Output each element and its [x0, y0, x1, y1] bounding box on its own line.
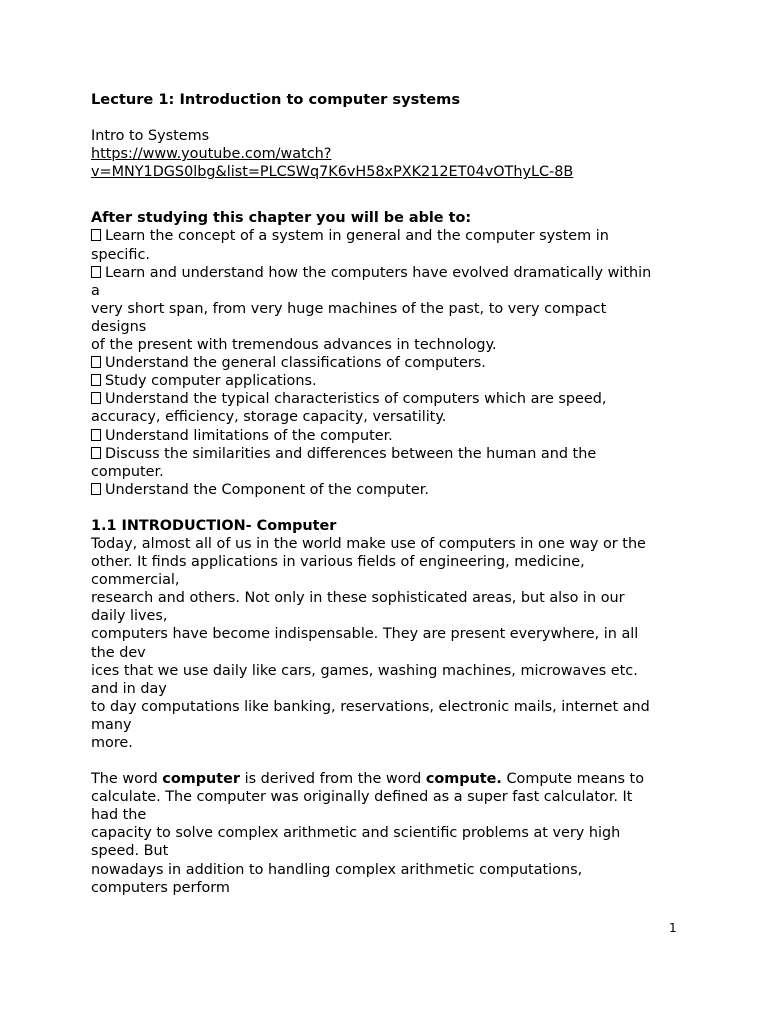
- spacer: [91, 181, 691, 209]
- intro-line: and in day: [91, 680, 167, 697]
- objective-text: Understand the Component of the computer.: [105, 481, 429, 498]
- objective-text: very short span, from very huge machines of the past, to very compact: [91, 300, 607, 317]
- link-line-2[interactable]: v=MNY1DGS0lbg&list=PLCSWq7K6vH58xPXK212ET04vOThyLC-8B: [91, 164, 574, 181]
- objective-item: [91, 390, 691, 426]
- intro-line: to day computations like banking, reservations, electronic mails, internet and: [91, 698, 650, 715]
- word-paragraph: [91, 770, 691, 897]
- bullet-icon: [91, 229, 101, 241]
- objective-text: Study computer applications.: [105, 373, 317, 390]
- objective-text: Learn and understand how the computers have evolved dramatically within: [105, 264, 652, 281]
- word-line: had the: [91, 807, 147, 824]
- word-line: The word computer is derived from the word compute. Compute means to: [91, 771, 645, 788]
- objective-text: computer.: [91, 463, 164, 480]
- section-heading: 1.1 INTRODUCTION- Computer: [91, 517, 337, 534]
- objective-item: [91, 227, 691, 263]
- objective-text: Understand limitations of the computer.: [105, 427, 393, 444]
- intro-line: research and others. Not only in these sophisticated areas, but also in our: [91, 590, 625, 607]
- word-line: speed. But: [91, 843, 169, 860]
- intro-line: Today, almost all of us in the world make use of computers in one way or the: [91, 535, 646, 552]
- word-line: capacity to solve complex arithmetic and scientific problems at very high: [91, 825, 621, 842]
- objective-item: [91, 264, 691, 354]
- bullet-icon: [91, 374, 101, 386]
- bullet-icon: [91, 266, 101, 278]
- bullet-icon: [91, 429, 101, 441]
- objective-text: Understand the typical characteristics of computers which are speed,: [105, 391, 607, 408]
- youtube-link[interactable]: [91, 145, 691, 181]
- intro-line: many: [91, 716, 132, 733]
- bold-term-computer: computer: [162, 771, 240, 788]
- page-number: 1: [669, 921, 677, 935]
- objective-text: designs: [91, 318, 147, 335]
- objective-item: [91, 372, 691, 390]
- word-line: calculate. The computer was originally defined as a super fast calculator. It: [91, 789, 633, 806]
- objective-text: a: [91, 282, 100, 299]
- spacer: [91, 752, 691, 770]
- objective-item: [91, 427, 691, 445]
- bullet-icon: [91, 483, 101, 495]
- intro-line: the dev: [91, 644, 146, 661]
- lecture-title: Lecture 1: Introduction to computer systems: [91, 91, 461, 108]
- intro-line: daily lives,: [91, 608, 168, 625]
- objective-item: [91, 354, 691, 372]
- subtitle: Intro to Systems: [91, 128, 210, 145]
- intro-line: other. It finds applications in various fields of engineering, medicine,: [91, 554, 585, 571]
- objective-item: [91, 481, 691, 499]
- objective-text: of the present with tremendous advances in technology.: [91, 337, 497, 354]
- objective-text: accuracy, efficiency, storage capacity, versatility.: [91, 409, 447, 426]
- intro-line: computers have become indispensable. They are present everywhere, in all: [91, 626, 639, 643]
- link-line-1[interactable]: https://www.youtube.com/watch?: [91, 146, 332, 163]
- intro-paragraph: [91, 535, 691, 752]
- intro-line: ices that we use daily like cars, games, washing machines, microwaves etc.: [91, 662, 638, 679]
- bullet-icon: [91, 392, 101, 404]
- objective-text: Learn the concept of a system in general and the computer system in: [105, 228, 609, 245]
- objective-text: Understand the general classifications of computers.: [105, 355, 486, 372]
- bold-term-compute: compute.: [425, 771, 502, 788]
- objective-text: Discuss the similarities and differences between the human and the: [105, 445, 597, 462]
- bullet-icon: [91, 447, 101, 459]
- objective-text: specific.: [91, 246, 150, 263]
- bullet-icon: [91, 356, 101, 368]
- page-content: [91, 91, 691, 897]
- objectives-list: [91, 227, 691, 498]
- word-line: computers perform: [91, 879, 230, 896]
- intro-line: commercial,: [91, 572, 180, 589]
- intro-line: more.: [91, 735, 133, 751]
- objective-item: [91, 445, 691, 481]
- objectives-heading: After studying this chapter you will be able to:: [91, 210, 472, 227]
- word-line: nowadays in addition to handling complex arithmetic computations,: [91, 861, 583, 878]
- spacer: [91, 499, 691, 517]
